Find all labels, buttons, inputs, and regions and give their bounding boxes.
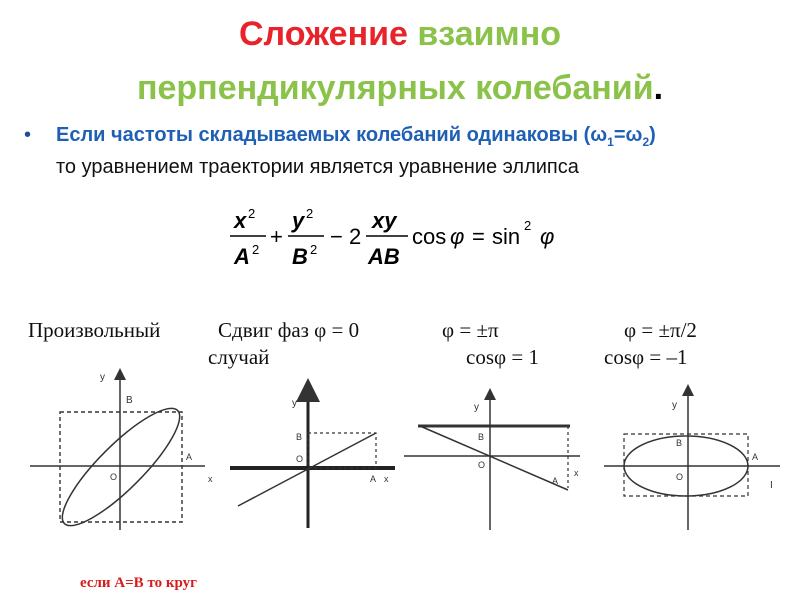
B-label: B (676, 438, 683, 448)
bounding-box (60, 412, 182, 522)
title-line-2 (0, 66, 800, 110)
title-line-1 (0, 12, 800, 56)
formula-A: A (234, 244, 250, 269)
y-label: y (292, 398, 297, 409)
formula-eq: = (472, 224, 485, 249)
bullet-line-2: то уравнением траектории является уравнение эллипса (56, 156, 579, 178)
formula-sin: sin (492, 224, 521, 249)
trajectory-diagrams (0, 360, 800, 560)
O-label: O (478, 460, 486, 470)
A-label: A (752, 452, 759, 462)
B-label: B (478, 432, 485, 442)
bullet-text (56, 124, 656, 149)
bullet-text-mid: =ω (613, 124, 643, 146)
label-phi-pm-pi: φ = ±π (442, 318, 499, 342)
x-label: x (384, 474, 389, 484)
formula-A-sq: 2 (252, 242, 260, 257)
title-line-2-text: перпендикулярных колебаний (136, 69, 654, 107)
bullet-text-end: ) (649, 124, 656, 146)
O-label: O (110, 472, 118, 482)
title-word-red: Сложение (238, 15, 408, 53)
diagram-phase-pi-2 (604, 390, 780, 530)
formula-y-sq: 2 (306, 206, 314, 221)
label-cos-phi-minus-1: cosφ = –1 (604, 345, 688, 369)
label-phi-pm-pi-2: φ = ±π/2 (624, 318, 697, 342)
bullet-marker: • (24, 124, 32, 146)
formula-sin-sq: 2 (524, 218, 532, 233)
A-label: A (552, 476, 559, 486)
formula-B: B (292, 244, 308, 269)
A-label: A (186, 452, 193, 462)
formula-cos: cos (412, 224, 447, 249)
y-label: y (100, 372, 105, 383)
diagram-phase-zero (230, 390, 395, 528)
bullet-text-main: Если частоты складываемых колебаний одинаковы (ω (56, 124, 608, 146)
y-label: y (474, 402, 479, 413)
omega-subscript-2: 2 (642, 135, 650, 149)
O-label: O (296, 454, 304, 464)
diagram-phase-pi (404, 394, 580, 530)
label-cos-phi-1: cosφ = 1 (466, 345, 539, 369)
title-word-green: взаимно (417, 15, 561, 53)
circle-note: если А=В то круг (80, 575, 197, 591)
formula-AB: AB (368, 244, 400, 269)
formula-xy: xy (372, 208, 397, 233)
x-label: x (574, 468, 579, 478)
formula-B-sq: 2 (310, 242, 318, 257)
O-label: O (676, 472, 684, 482)
A-label: A (370, 474, 377, 484)
formula-phi-2: φ (540, 224, 555, 249)
x-label: x (208, 474, 213, 484)
formula-x: x (234, 208, 247, 233)
B-label: B (126, 395, 133, 406)
label-phase-shift-zero: Сдвиг фаз φ = 0 (218, 318, 360, 342)
x-label: I (770, 480, 773, 491)
formula-plus: + (270, 224, 283, 249)
ellipse-equation (226, 198, 586, 278)
omega-subscript-1: 1 (607, 135, 614, 149)
label-arbitrary: Произвольный (28, 318, 161, 342)
diagram-arbitrary (30, 372, 213, 539)
line-trajectory (420, 426, 568, 490)
formula-x-sq: 2 (248, 206, 256, 221)
B-label: B (296, 432, 303, 442)
label-case: случай (208, 345, 270, 369)
y-label: y (672, 400, 677, 411)
formula-minus-2: − 2 (330, 224, 362, 249)
title-period: . (653, 69, 664, 107)
formula-phi-1: φ (450, 224, 465, 249)
formula-y: y (292, 208, 305, 233)
ellipse-trajectory (49, 395, 193, 539)
